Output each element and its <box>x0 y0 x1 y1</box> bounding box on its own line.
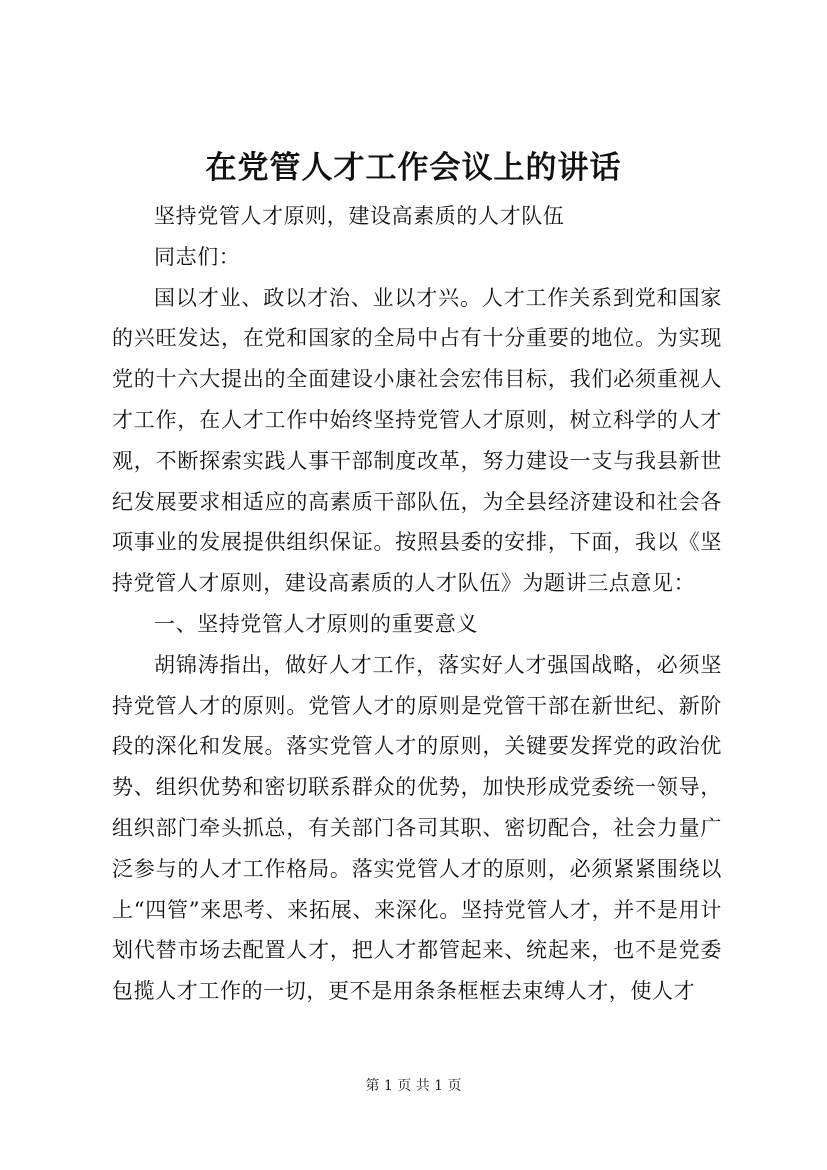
subtitle: 坚持党管人才原则，建设高素质的人才队伍 <box>154 204 565 228</box>
paragraph-intro: 国以才业、政以才治、业以才兴。人才工作关系到党和国家的兴旺发达，在党和国家的全局中占有十分重要的地位。为实现党的十六大提出的全面建设小康社会宏伟目标，我们必须重视人才工作，在人才工作中始终坚持党管人才原则，树立科学的人才观，不断探索实践人事干部制度改革，努力建设一支与我县新世纪发展要求相适应的高素质干部队伍，为全县经济建设和社会各项事业的发展提供组织保证。按照县委的安排，下面，我以《坚持党管人才原则，建设高素质的人才队伍》为题讲三点意见： <box>112 285 722 596</box>
paragraph-body: 胡锦涛指出，做好人才工作，落实好人才强国战略，必须坚持党管人才的原则。党管人才的原则是党管干部在新世纪、新阶段的深化和发展。落实党管人才的原则，关键要发挥党的政治优势、组织优势和密切联系群众的优势，加快形成党委统一领导，组织部门牵头抓总，有关部门各司其职、密切配合，社会力量广泛参与的人才工作格局。落实党管人才的原则，必须紧紧围绕以上“四管”来思考、来拓展、来深化。坚持党管人才，并不是用计划代替市场去配置人才，把人才都管起来、统起来，也不是党委包揽人才工作的一切，更不是用条条框框去束缚人才，使人才 <box>112 652 722 1004</box>
section-heading: 一、坚持党管人才原则的重要意义 <box>154 611 478 636</box>
salutation: 同志们： <box>154 244 241 269</box>
page-footer: 第 1 页 共 1 页 <box>365 1078 462 1094</box>
document-body <box>112 196 722 1012</box>
document-title: 在党管人才工作会议上的讲话 <box>205 150 622 186</box>
